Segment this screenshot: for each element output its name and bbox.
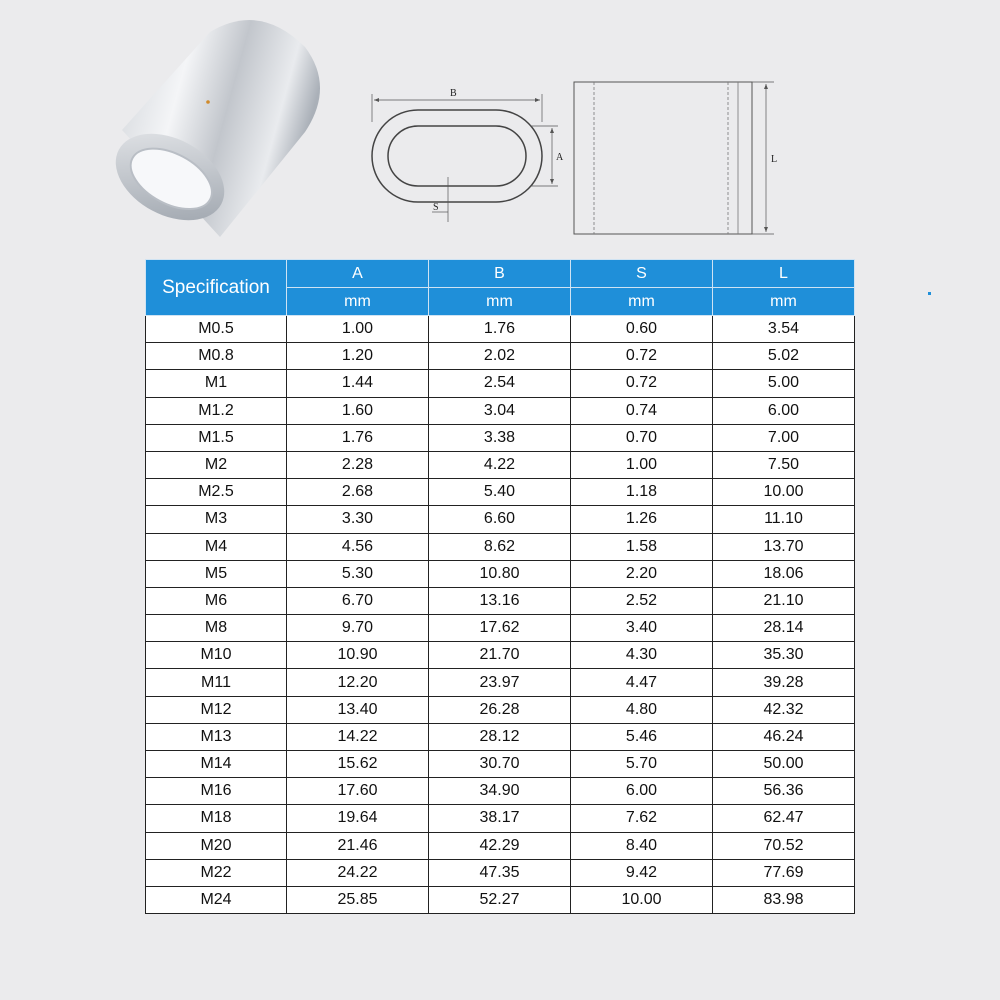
cell-a: 9.70 [287, 615, 429, 642]
cell-spec: M1.2 [146, 397, 287, 424]
table-row [146, 805, 855, 832]
cell-spec: M18 [146, 805, 287, 832]
table-row [146, 832, 855, 859]
cell-l: 7.00 [713, 424, 855, 451]
table-row [146, 533, 855, 560]
cell-b: 30.70 [429, 751, 571, 778]
table-row [146, 859, 855, 886]
cell-b: 13.16 [429, 587, 571, 614]
header-col-a: A [287, 260, 429, 288]
cell-s: 6.00 [571, 778, 713, 805]
cell-s: 1.26 [571, 506, 713, 533]
cell-b: 2.02 [429, 343, 571, 370]
cell-s: 1.58 [571, 533, 713, 560]
cell-spec: M6 [146, 587, 287, 614]
cell-a: 3.30 [287, 506, 429, 533]
table-row [146, 587, 855, 614]
cell-b: 26.28 [429, 696, 571, 723]
cell-b: 4.22 [429, 451, 571, 478]
dim-label-a: A [556, 152, 564, 163]
cell-l: 35.30 [713, 642, 855, 669]
cell-s: 4.30 [571, 642, 713, 669]
cell-a: 17.60 [287, 778, 429, 805]
table-row [146, 669, 855, 696]
ferrule-photo [60, 12, 330, 257]
cell-l: 10.00 [713, 479, 855, 506]
cell-b: 10.80 [429, 560, 571, 587]
cell-b: 23.97 [429, 669, 571, 696]
cell-l: 77.69 [713, 859, 855, 886]
cell-b: 38.17 [429, 805, 571, 832]
cell-s: 2.52 [571, 587, 713, 614]
table-row [146, 723, 855, 750]
cell-a: 19.64 [287, 805, 429, 832]
table-row [146, 316, 855, 343]
cell-b: 3.04 [429, 397, 571, 424]
cell-l: 28.14 [713, 615, 855, 642]
cell-spec: M2 [146, 451, 287, 478]
cell-spec: M20 [146, 832, 287, 859]
cell-s: 2.20 [571, 560, 713, 587]
cell-s: 1.18 [571, 479, 713, 506]
cell-spec: M22 [146, 859, 287, 886]
table-row [146, 778, 855, 805]
cell-l: 56.36 [713, 778, 855, 805]
unit-col-s: mm [571, 288, 713, 316]
cell-b: 6.60 [429, 506, 571, 533]
unit-col-a: mm [287, 288, 429, 316]
cell-b: 5.40 [429, 479, 571, 506]
cell-b: 8.62 [429, 533, 571, 560]
cell-a: 24.22 [287, 859, 429, 886]
side-view-diagram [568, 78, 790, 238]
cell-s: 0.72 [571, 343, 713, 370]
table-row [146, 560, 855, 587]
cell-a: 15.62 [287, 751, 429, 778]
table-row [146, 451, 855, 478]
header-row [146, 260, 855, 288]
cell-spec: M0.8 [146, 343, 287, 370]
header-col-s: S [571, 260, 713, 288]
cell-a: 1.44 [287, 370, 429, 397]
cell-s: 10.00 [571, 886, 713, 913]
header-col-b: B [429, 260, 571, 288]
table-row [146, 479, 855, 506]
cell-spec: M1.5 [146, 424, 287, 451]
cell-a: 2.28 [287, 451, 429, 478]
cell-l: 7.50 [713, 451, 855, 478]
cell-spec: M16 [146, 778, 287, 805]
spec-table [145, 259, 855, 914]
dim-label-s: S [433, 202, 439, 213]
cell-spec: M4 [146, 533, 287, 560]
cell-l: 3.54 [713, 316, 855, 343]
cell-l: 13.70 [713, 533, 855, 560]
unit-col-b: mm [429, 288, 571, 316]
cell-a: 10.90 [287, 642, 429, 669]
cell-l: 46.24 [713, 723, 855, 750]
cell-b: 17.62 [429, 615, 571, 642]
cell-a: 12.20 [287, 669, 429, 696]
table-row [146, 751, 855, 778]
cell-spec: M8 [146, 615, 287, 642]
cell-l: 21.10 [713, 587, 855, 614]
cell-b: 3.38 [429, 424, 571, 451]
cell-l: 5.02 [713, 343, 855, 370]
table-row [146, 886, 855, 913]
cell-spec: M10 [146, 642, 287, 669]
cell-spec: M2.5 [146, 479, 287, 506]
cell-s: 7.62 [571, 805, 713, 832]
spec-table-body [146, 316, 855, 914]
cell-b: 42.29 [429, 832, 571, 859]
cell-s: 5.70 [571, 751, 713, 778]
cell-b: 21.70 [429, 642, 571, 669]
cell-spec: M13 [146, 723, 287, 750]
cell-b: 1.76 [429, 316, 571, 343]
table-row [146, 506, 855, 533]
cell-a: 13.40 [287, 696, 429, 723]
cell-s: 4.80 [571, 696, 713, 723]
dim-label-l: L [771, 154, 778, 165]
header-col-l: L [713, 260, 855, 288]
header-specification: Specification [146, 260, 287, 316]
cell-s: 0.70 [571, 424, 713, 451]
cell-l: 5.00 [713, 370, 855, 397]
cell-spec: M12 [146, 696, 287, 723]
cross-section-diagram [360, 82, 575, 232]
cell-a: 21.46 [287, 832, 429, 859]
table-row [146, 696, 855, 723]
cell-b: 52.27 [429, 886, 571, 913]
cell-s: 9.42 [571, 859, 713, 886]
cell-l: 6.00 [713, 397, 855, 424]
cell-b: 28.12 [429, 723, 571, 750]
cell-l: 50.00 [713, 751, 855, 778]
cell-s: 1.00 [571, 451, 713, 478]
cell-s: 5.46 [571, 723, 713, 750]
cell-b: 2.54 [429, 370, 571, 397]
cell-spec: M14 [146, 751, 287, 778]
cell-s: 0.60 [571, 316, 713, 343]
cell-spec: M11 [146, 669, 287, 696]
cell-a: 1.20 [287, 343, 429, 370]
cell-a: 25.85 [287, 886, 429, 913]
cell-b: 47.35 [429, 859, 571, 886]
cell-l: 18.06 [713, 560, 855, 587]
cell-a: 4.56 [287, 533, 429, 560]
cell-a: 1.76 [287, 424, 429, 451]
cell-a: 5.30 [287, 560, 429, 587]
cell-a: 1.60 [287, 397, 429, 424]
dim-label-b: B [450, 88, 457, 99]
cell-s: 8.40 [571, 832, 713, 859]
cell-s: 0.72 [571, 370, 713, 397]
cell-l: 42.32 [713, 696, 855, 723]
cell-l: 11.10 [713, 506, 855, 533]
unit-col-l: mm [713, 288, 855, 316]
cell-l: 83.98 [713, 886, 855, 913]
table-row [146, 343, 855, 370]
cell-l: 62.47 [713, 805, 855, 832]
table-row [146, 397, 855, 424]
cell-spec: M24 [146, 886, 287, 913]
table-row [146, 615, 855, 642]
cell-l: 70.52 [713, 832, 855, 859]
cell-a: 6.70 [287, 587, 429, 614]
cell-s: 3.40 [571, 615, 713, 642]
cell-a: 14.22 [287, 723, 429, 750]
blue-dot [928, 292, 931, 295]
cell-spec: M5 [146, 560, 287, 587]
cell-s: 4.47 [571, 669, 713, 696]
table-row [146, 642, 855, 669]
cell-l: 39.28 [713, 669, 855, 696]
cell-a: 2.68 [287, 479, 429, 506]
table-row [146, 370, 855, 397]
table-row [146, 424, 855, 451]
cell-b: 34.90 [429, 778, 571, 805]
cell-spec: M3 [146, 506, 287, 533]
cell-s: 0.74 [571, 397, 713, 424]
cell-spec: M0.5 [146, 316, 287, 343]
cell-a: 1.00 [287, 316, 429, 343]
cell-spec: M1 [146, 370, 287, 397]
